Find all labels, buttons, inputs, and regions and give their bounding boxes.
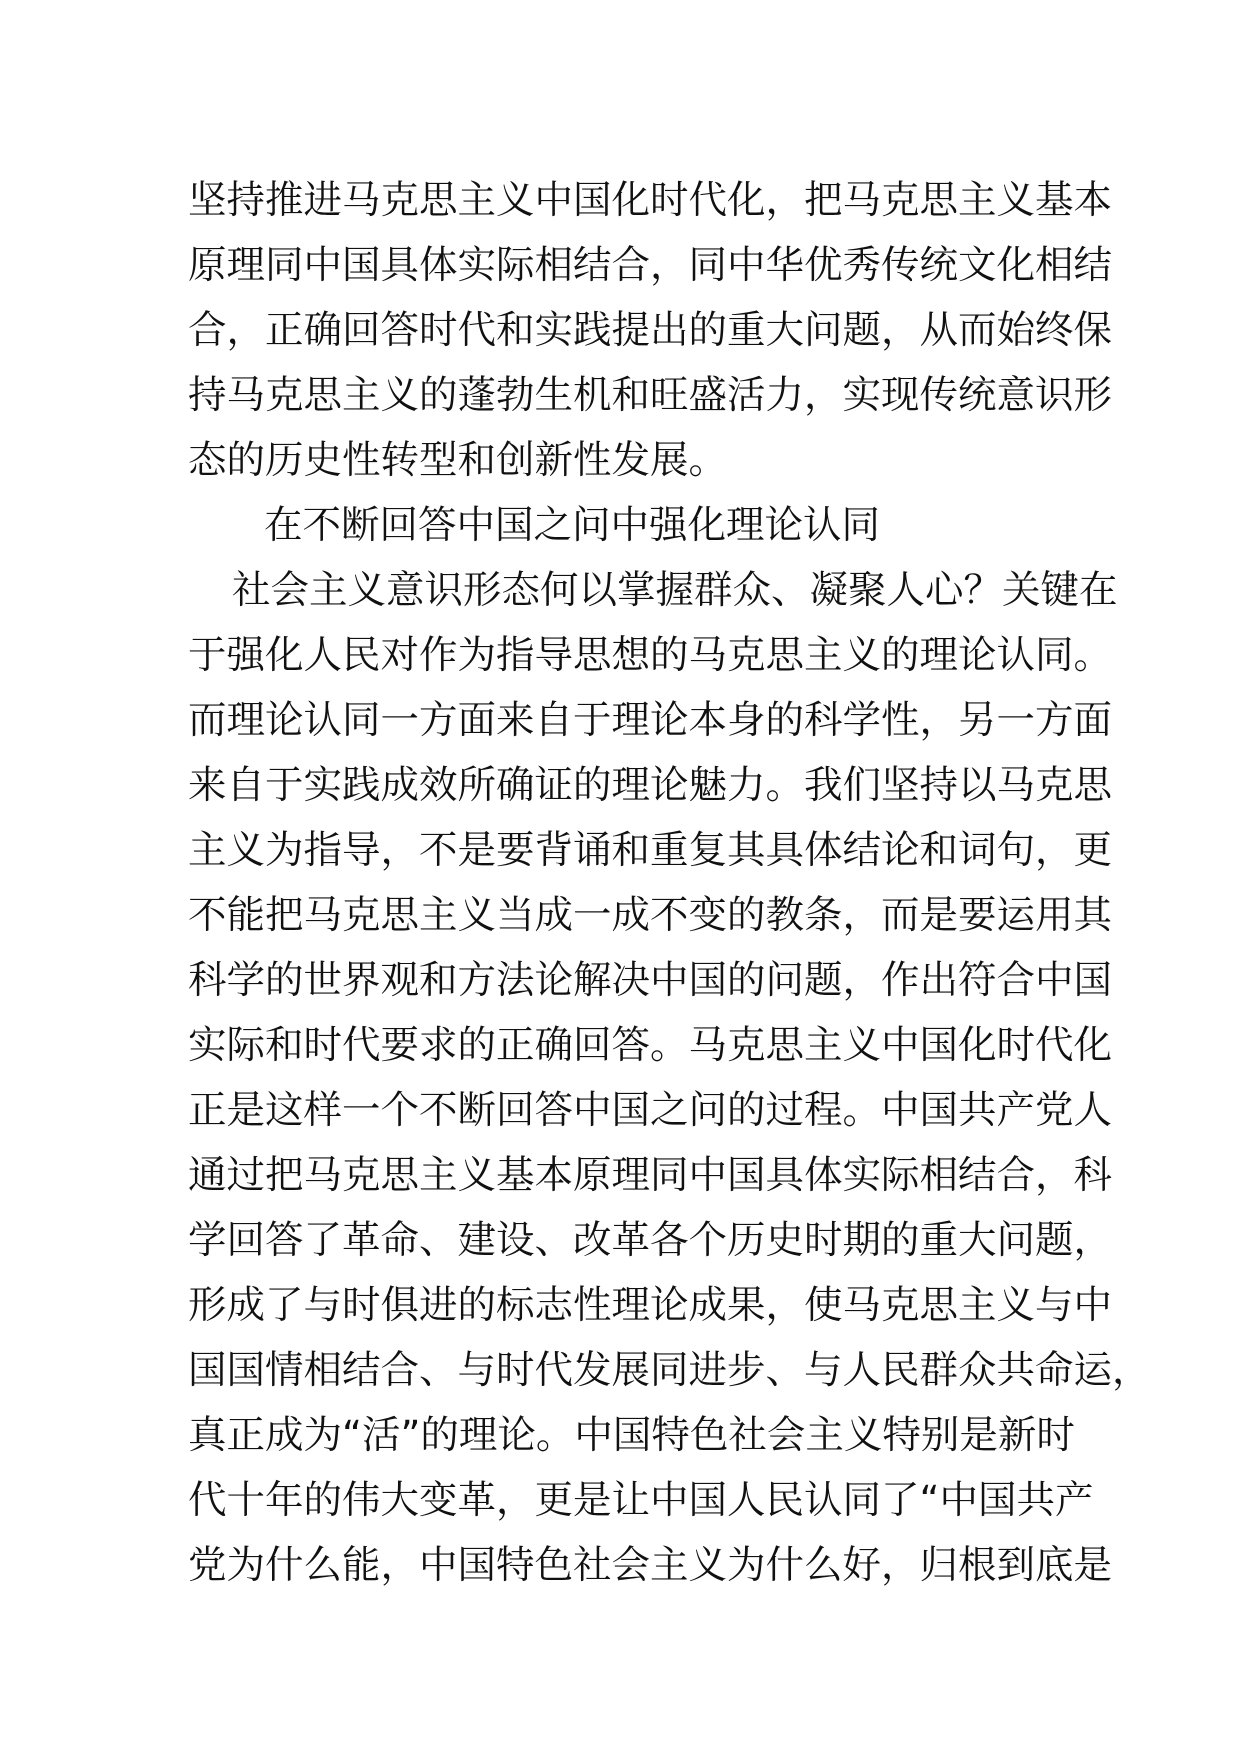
text-line: 来自于实践成效所确证的理论魅力。我们坚持以马克思	[188, 763, 1113, 808]
text-line: 科学的世界观和方法论解决中国的问题，作出符合中国	[188, 958, 1113, 1003]
section-heading: 在不断回答中国之问中强化理论认同	[264, 503, 881, 548]
text-line: 原理同中国具体实际相结合，同中华优秀传统文化相结	[188, 243, 1113, 288]
text-line: 通过把马克思主义基本原理同中国具体实际相结合，科	[188, 1153, 1113, 1198]
text-line: 实际和时代要求的正确回答。马克思主义中国化时代化	[188, 1023, 1113, 1068]
paragraph-2	[188, 558, 1151, 1598]
text-line: 主义为指导，不是要背诵和重复其具体结论和词句，更	[188, 828, 1113, 873]
paragraph-1	[188, 168, 1113, 493]
document-body	[188, 168, 1151, 1598]
text-line: 真正成为“活”的理论。中国特色社会主义特别是新时	[188, 1413, 1075, 1458]
text-line: 于强化人民对作为指导思想的马克思主义的理论认同。	[188, 633, 1113, 678]
text-line: 国国情相结合、与时代发展同进步、与人民群众共命运，	[188, 1348, 1151, 1393]
text-line: 不能把马克思主义当成一成不变的教条，而是要运用其	[188, 893, 1113, 938]
text-line: 合，正确回答时代和实践提出的重大问题，从而始终保	[188, 308, 1113, 353]
text-line: 代十年的伟大变革，更是让中国人民认同了“中国共产	[188, 1478, 1094, 1523]
text-line: 而理论认同一方面来自于理论本身的科学性，另一方面	[188, 698, 1113, 743]
text-line: 态的历史性转型和创新性发展。	[188, 438, 728, 483]
text-line: 正是这样一个不断回答中国之问的过程。中国共产党人	[188, 1088, 1113, 1133]
text-line: 形成了与时俱进的标志性理论成果，使马克思主义与中	[188, 1283, 1113, 1328]
text-line: 党为什么能，中国特色社会主义为什么好，归根到底是	[188, 1543, 1113, 1588]
text-line: 学回答了革命、建设、改革各个历史时期的重大问题，	[188, 1218, 1113, 1263]
text-line: 持马克思主义的蓬勃生机和旺盛活力，实现传统意识形	[188, 373, 1113, 418]
text-line: 坚持推进马克思主义中国化时代化，把马克思主义基本	[188, 178, 1113, 223]
text-line: 社会主义意识形态何以掌握群众、凝聚人心？关键在	[232, 568, 1118, 613]
